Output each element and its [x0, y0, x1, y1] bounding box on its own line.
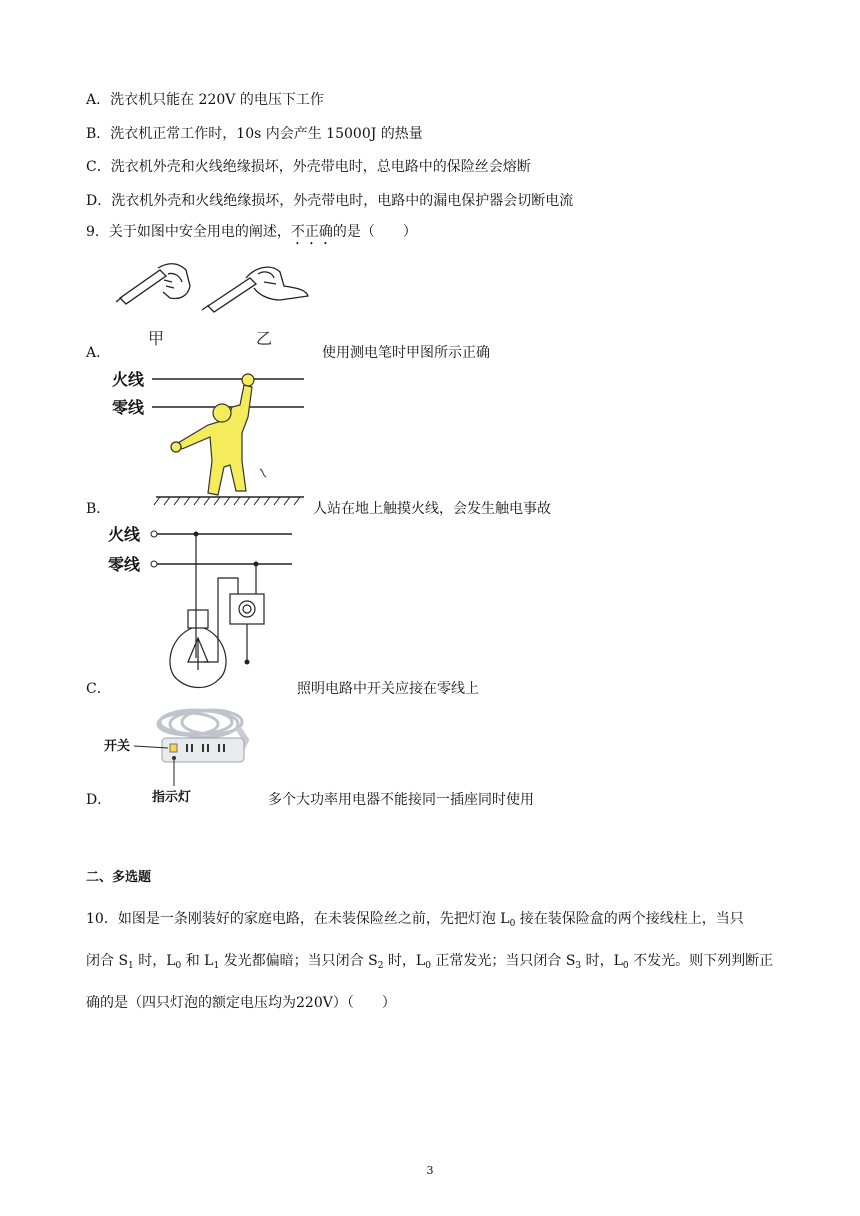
q10-text-segment: 闭合 S — [86, 953, 129, 969]
q10-subscript: 0 — [425, 961, 431, 971]
q10-text-segment: 时，L — [133, 953, 176, 969]
q8-option-d: D．洗衣机外壳和火线绝缘损坏，外壳带电时，电路中的漏电保护器会切断电流 — [86, 193, 574, 209]
q9-option-c-text: 照明电路中开关应接在零线上 — [297, 681, 479, 697]
q10-text-segment: 时，L — [383, 953, 426, 969]
q9-option-d-letter: D． — [86, 792, 112, 808]
q10-text-segment: 不发光。则下列判断正 — [628, 953, 774, 969]
q9-option-b-letter: B． — [86, 501, 111, 517]
q10-line-1b: 接在装保险盒的两个接线柱上，当只 — [515, 911, 744, 927]
q9-option-c-letter: C． — [86, 681, 111, 697]
lighting-circuit-figure — [108, 520, 298, 692]
q10-subscript: 1 — [128, 961, 134, 971]
section-title: 二、多选题 — [86, 870, 152, 885]
q10-text-segment: 发光都偏暗；当只闭合 S — [219, 953, 378, 969]
q10-text-segment: 和 L — [181, 953, 214, 969]
circuit-live-label: 火线 — [108, 525, 141, 544]
q10-line-1a: 10．如图是一条刚装好的家庭电路，在未装保险丝之前，先把灯泡 L — [86, 911, 510, 927]
q10-subscript: 2 — [377, 961, 384, 971]
q10-line-1 — [86, 910, 744, 933]
q10-text-segment: 正常发光；当只闭合 S — [430, 953, 576, 969]
neutral-wire-label: 零线 — [112, 398, 145, 417]
q10-subscript: 3 — [575, 961, 582, 971]
q8-option-c: C．洗衣机外壳和火线绝缘损坏，外壳带电时，总电路中的保险丝会熔断 — [86, 159, 531, 175]
q8-option-a: A．洗衣机只能在 220V 的电压下工作 — [86, 92, 324, 108]
circuit-neutral-label: 零线 — [108, 555, 141, 574]
q9-option-a-text: 使用测电笔时甲图所示正确 — [322, 345, 490, 361]
electric-shock-figure — [108, 365, 308, 507]
q10-line-1-sub: 0 — [509, 919, 516, 929]
q10-text-segment: 时，L — [581, 953, 623, 969]
page-number: 3 — [426, 1164, 434, 1177]
q10-line-2 — [86, 952, 773, 975]
q9-option-b-text: 人站在地上触摸火线，会发生触电事故 — [313, 501, 551, 517]
q9-stem-post: 的是（ ） — [332, 224, 417, 240]
fig-label-yi: 乙 — [256, 329, 273, 348]
q10-subscript: 1 — [213, 961, 220, 971]
q10-subscript: 0 — [622, 961, 629, 971]
q9-stem — [86, 223, 417, 248]
q9-stem-pre: 9．关于如图中安全用电的阐述， — [86, 224, 291, 240]
live-wire-label: 火线 — [112, 370, 145, 389]
power-strip-figure — [104, 704, 254, 804]
indicator-label: 指示灯 — [152, 790, 192, 804]
q9-option-d-text: 多个大功率用电器不能接同一插座同时使用 — [268, 792, 534, 808]
switch-label: 开关 — [104, 739, 131, 754]
q9-option-a-letter: A． — [86, 345, 111, 361]
fig-label-jia: 甲 — [148, 329, 165, 348]
q10-line-3: 确的是（四只灯泡的额定电压均为220V）（ ） — [86, 995, 396, 1011]
q9-stem-emphasis: 不正确 — [290, 224, 333, 240]
q10-subscript: 0 — [175, 961, 182, 971]
q8-option-b: B．洗衣机正常工作时，10s 内会产生 15000J 的热量 — [86, 126, 423, 142]
test-pen-figure — [108, 256, 318, 354]
